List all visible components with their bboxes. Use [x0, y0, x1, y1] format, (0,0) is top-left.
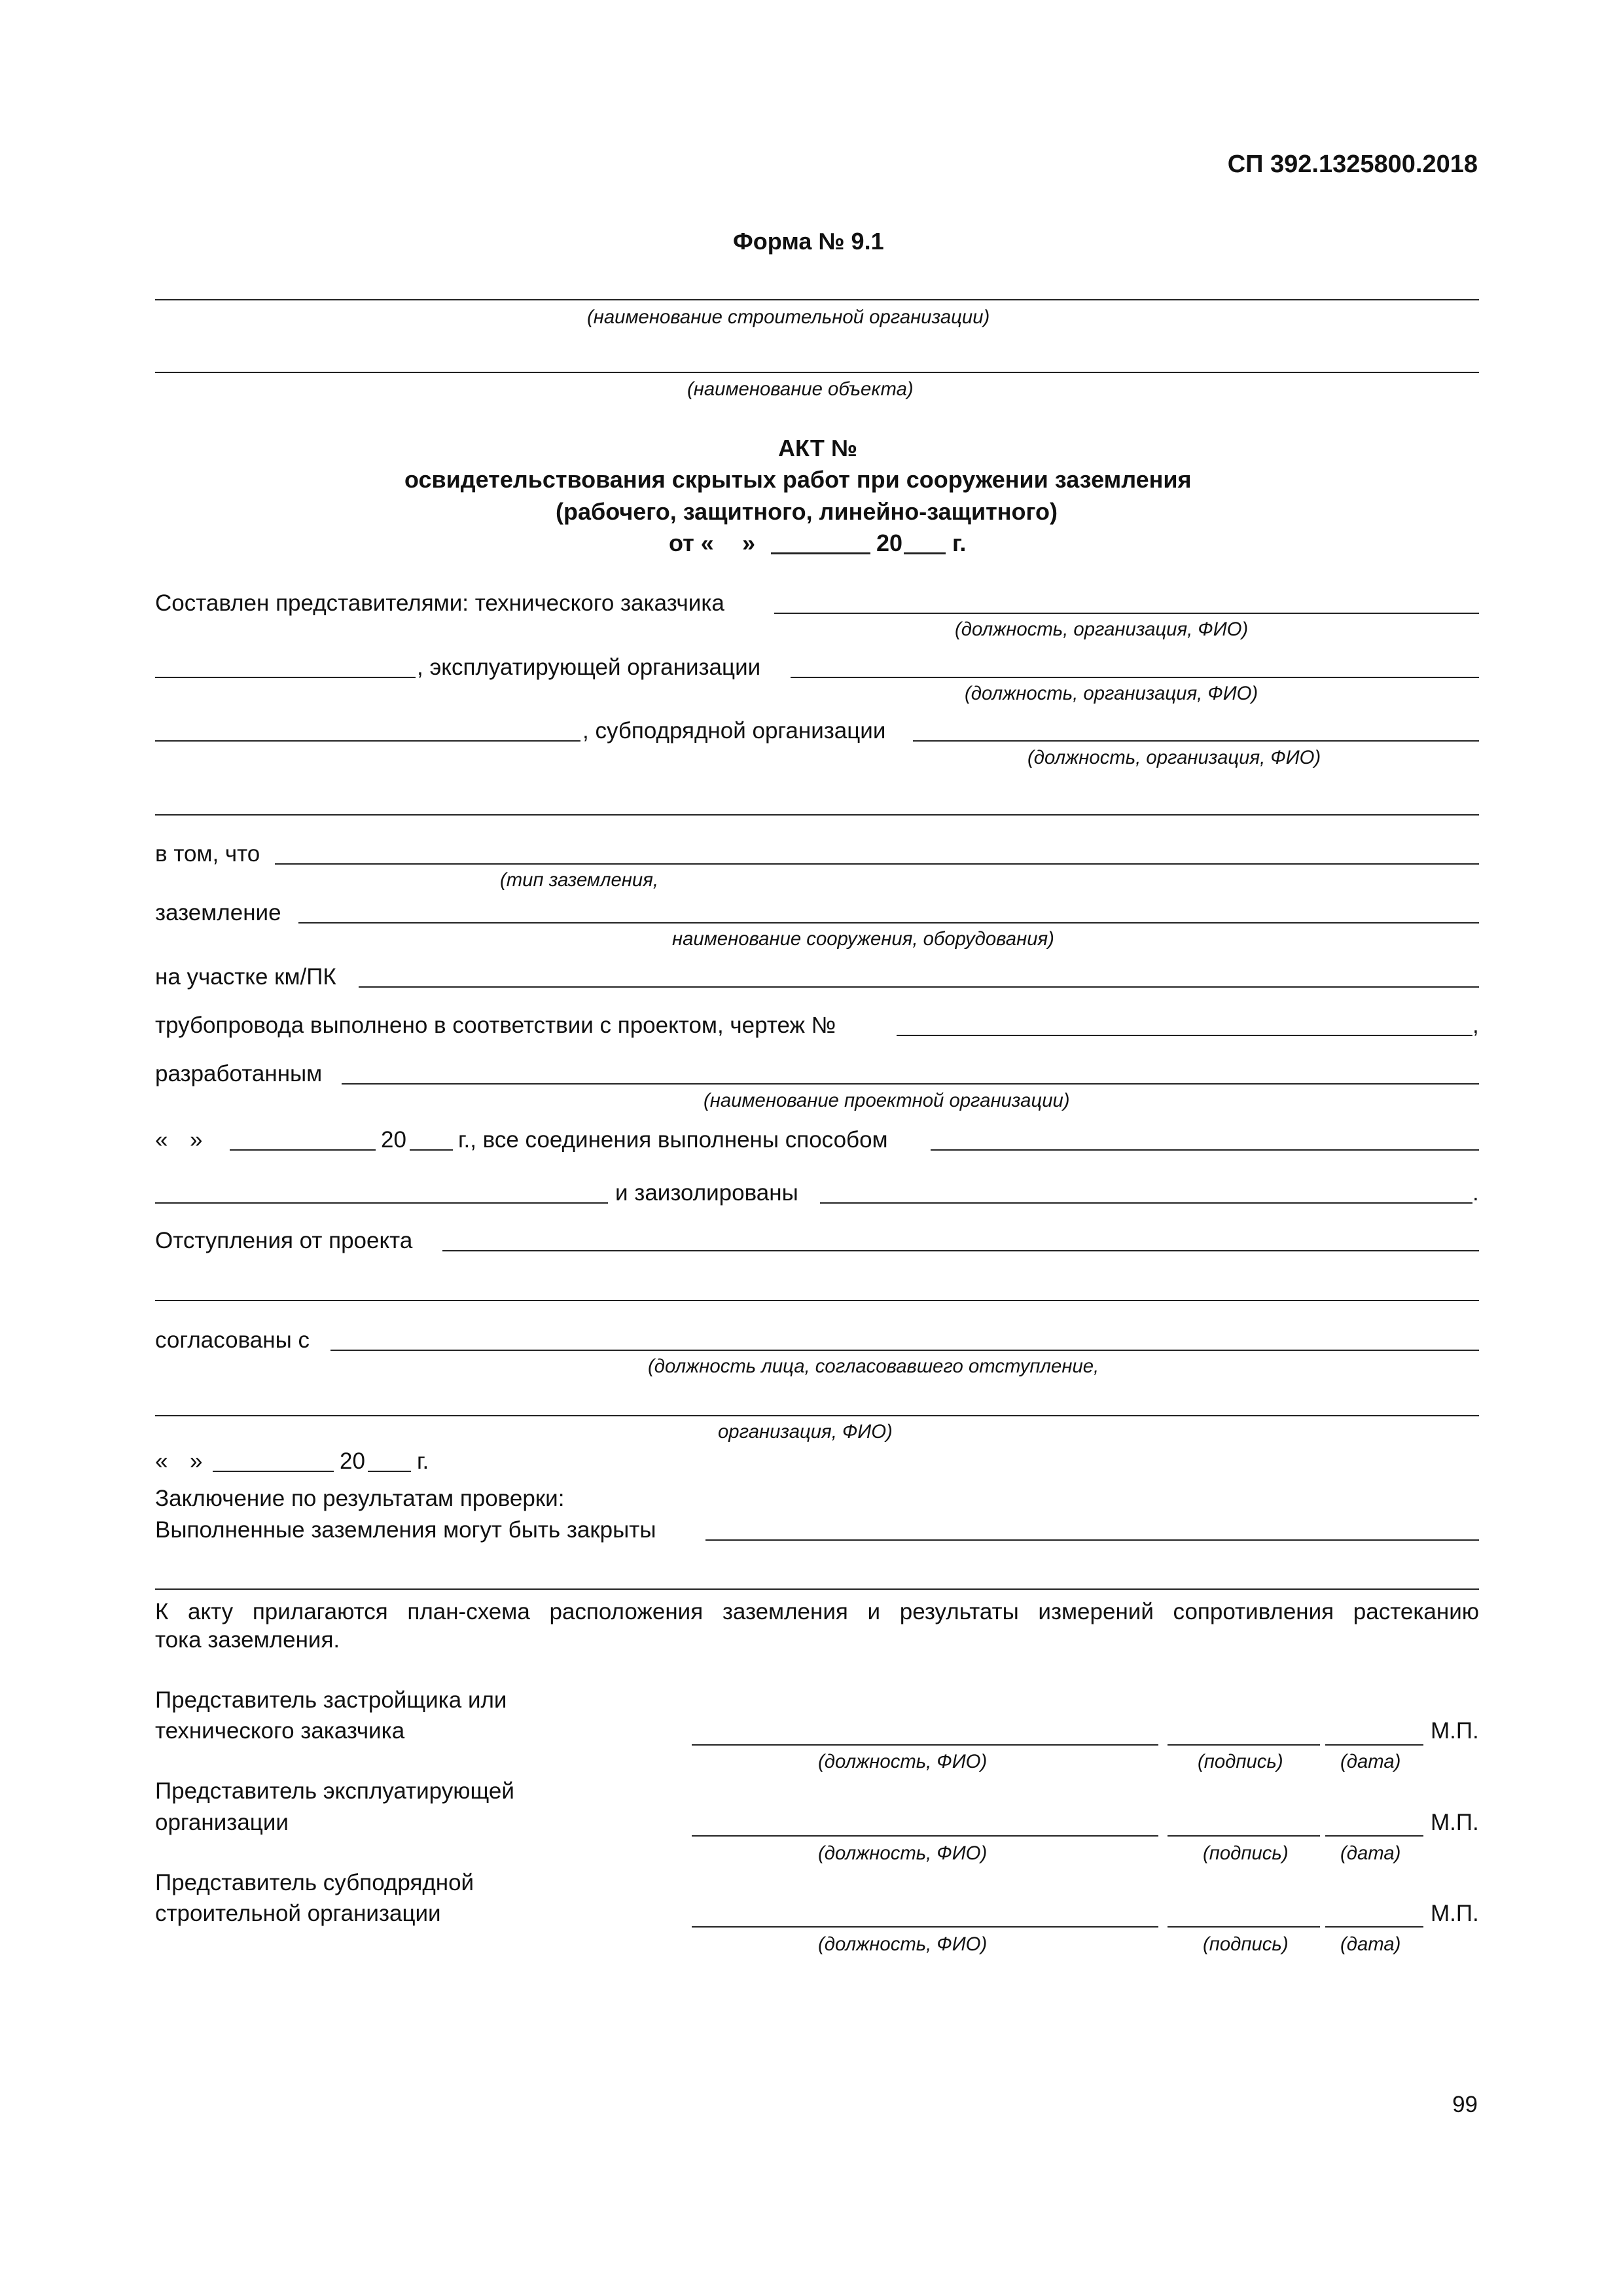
drawing-number-line[interactable]	[897, 1035, 1472, 1036]
pipeline-label: трубопровода выполнено в соответствии с проектом, чертеж №	[155, 1013, 836, 1038]
signer-1-title-2: технического заказчика	[155, 1718, 405, 1744]
signer-1-position-caption: (должность, ФИО)	[818, 1751, 988, 1772]
grounding-type-caption: (тип заземления,	[500, 869, 659, 891]
joints-date-20: 20	[381, 1127, 406, 1153]
signer-1-date-caption: (дата)	[1340, 1751, 1401, 1772]
signer-2-title: Представитель эксплуатирующей	[155, 1778, 514, 1804]
act-subtitle: освидетельствования скрытых работ при сооружении заземления	[404, 466, 1192, 493]
signer-2-title-2: организации	[155, 1810, 289, 1835]
subcontract-rep-line[interactable]	[913, 740, 1479, 742]
design-org-line[interactable]	[342, 1083, 1479, 1085]
signer-2-signature-line[interactable]	[1168, 1835, 1320, 1837]
conclusion-line-2[interactable]	[155, 1588, 1479, 1590]
date2-quote-close: »	[190, 1448, 203, 1474]
signer-3-date-caption: (дата)	[1340, 1933, 1401, 1955]
insulation-period: .	[1472, 1180, 1479, 1206]
design-org-caption: (наименование проектной организации)	[704, 1090, 1070, 1111]
joint-method-cont-line[interactable]	[155, 1202, 608, 1204]
form-number: Форма № 9.1	[733, 228, 884, 255]
operating-org-label: , эксплуатирующей организации	[417, 655, 761, 680]
section-label: на участке км/ПК	[155, 964, 336, 990]
signer-1-title: Представитель застройщика или	[155, 1687, 507, 1713]
act-date-20: 20	[876, 529, 903, 556]
customer-rep-line[interactable]	[774, 613, 1479, 614]
in-that-label: в том, что	[155, 841, 260, 867]
joint-method-line[interactable]	[931, 1149, 1479, 1151]
date2-year: г.	[417, 1448, 429, 1474]
act-date-close: »	[742, 529, 756, 556]
act-date-year: г.	[952, 529, 967, 556]
date2-quote-open: «	[155, 1448, 168, 1474]
object-name-caption: (наименование объекта)	[687, 378, 914, 400]
document-code: СП 392.1325800.2018	[1227, 151, 1478, 178]
agreed-caption: (должность лица, согласовавшего отступление,	[648, 1355, 1099, 1377]
structure-caption: наименование сооружения, оборудования)	[672, 928, 1054, 950]
operating-rep-line[interactable]	[791, 677, 1479, 678]
operating-rep-name-line[interactable]	[155, 677, 416, 678]
signer-3-title-2: строительной организации	[155, 1901, 441, 1926]
may-close-line[interactable]	[705, 1539, 1479, 1541]
act-date-year-line[interactable]	[904, 552, 946, 554]
signer-3-title: Представитель субподрядной	[155, 1870, 474, 1895]
signer-2-date-line[interactable]	[1325, 1835, 1423, 1837]
signer-2-position-line[interactable]	[692, 1835, 1158, 1837]
agreed-caption-2: организация, ФИО)	[718, 1421, 893, 1443]
signer-1-date-line[interactable]	[1325, 1744, 1423, 1746]
conclusion-label: Заключение по результатам проверки:	[155, 1486, 565, 1511]
signer-3-signature-caption: (подпись)	[1203, 1933, 1289, 1955]
agreed-line-2[interactable]	[155, 1415, 1479, 1416]
page-number: 99	[1452, 2092, 1478, 2117]
customer-rep-caption: (должность, организация, ФИО)	[955, 619, 1249, 640]
deviations-line-2[interactable]	[155, 1300, 1479, 1301]
attachment-text: К акту прилагаются план-схема расположения заземления и результаты измерений сопротивления растеканию	[155, 1599, 1479, 1624]
date-quote-close: »	[190, 1127, 203, 1153]
signer-3-position-line[interactable]	[692, 1926, 1158, 1928]
date2-20: 20	[340, 1448, 365, 1474]
signer-2-date-caption: (дата)	[1340, 1842, 1401, 1864]
signer-2-signature-caption: (подпись)	[1203, 1842, 1289, 1864]
org-name-caption: (наименование строительной организации)	[587, 306, 990, 328]
insulated-label: и заизолированы	[615, 1180, 798, 1206]
signer-2-stamp-label: М.П.	[1431, 1810, 1479, 1835]
date2-year-line[interactable]	[368, 1471, 411, 1472]
grounding-type-line[interactable]	[275, 863, 1479, 865]
joints-date-month-line[interactable]	[230, 1149, 376, 1151]
joints-label: г., все соединения выполнены способом	[458, 1127, 888, 1153]
grounding-label: заземление	[155, 900, 281, 925]
structure-line[interactable]	[298, 922, 1479, 924]
agreed-line[interactable]	[330, 1350, 1479, 1351]
signer-1-stamp-label: М.П.	[1431, 1718, 1479, 1744]
date2-month-line[interactable]	[213, 1471, 334, 1472]
signer-3-position-caption: (должность, ФИО)	[818, 1933, 988, 1955]
operating-rep-caption: (должность, организация, ФИО)	[965, 683, 1258, 704]
act-date-month-line[interactable]	[771, 552, 870, 554]
subcontract-rep-name-line[interactable]	[155, 740, 580, 742]
attachment-text-2: тока заземления.	[155, 1627, 340, 1653]
act-subtitle-types: (рабочего, защитного, линейно-защитного)	[556, 498, 1058, 525]
object-name-line[interactable]	[155, 372, 1479, 373]
developed-label: разработанным	[155, 1061, 323, 1086]
signer-1-signature-caption: (подпись)	[1198, 1751, 1283, 1772]
signer-2-position-caption: (должность, ФИО)	[818, 1842, 988, 1864]
joints-date-year-line[interactable]	[410, 1149, 453, 1151]
signer-1-signature-line[interactable]	[1168, 1744, 1320, 1746]
insulation-line[interactable]	[820, 1202, 1472, 1204]
drawing-comma: ,	[1472, 1013, 1479, 1038]
date-quote-open: «	[155, 1127, 168, 1153]
may-close-label: Выполненные заземления могут быть закрыты	[155, 1517, 656, 1543]
signer-3-signature-line[interactable]	[1168, 1926, 1320, 1928]
subcontract-org-label: , субподрядной организации	[582, 718, 886, 744]
act-title: АКТ №	[778, 435, 857, 461]
signer-3-date-line[interactable]	[1325, 1926, 1423, 1928]
signer-3-stamp-label: М.П.	[1431, 1901, 1479, 1926]
org-name-line[interactable]	[155, 299, 1479, 300]
section-line[interactable]	[359, 986, 1479, 988]
extra-rep-line[interactable]	[155, 814, 1479, 816]
agreed-label: согласованы с	[155, 1327, 310, 1353]
composed-by-label: Составлен представителями: технического заказчика	[155, 590, 724, 616]
signer-1-position-line[interactable]	[692, 1744, 1158, 1746]
deviations-line[interactable]	[442, 1250, 1479, 1251]
subcontract-rep-caption: (должность, организация, ФИО)	[1027, 747, 1321, 768]
act-date-open: от «	[669, 529, 714, 556]
deviations-label: Отступления от проекта	[155, 1228, 413, 1253]
